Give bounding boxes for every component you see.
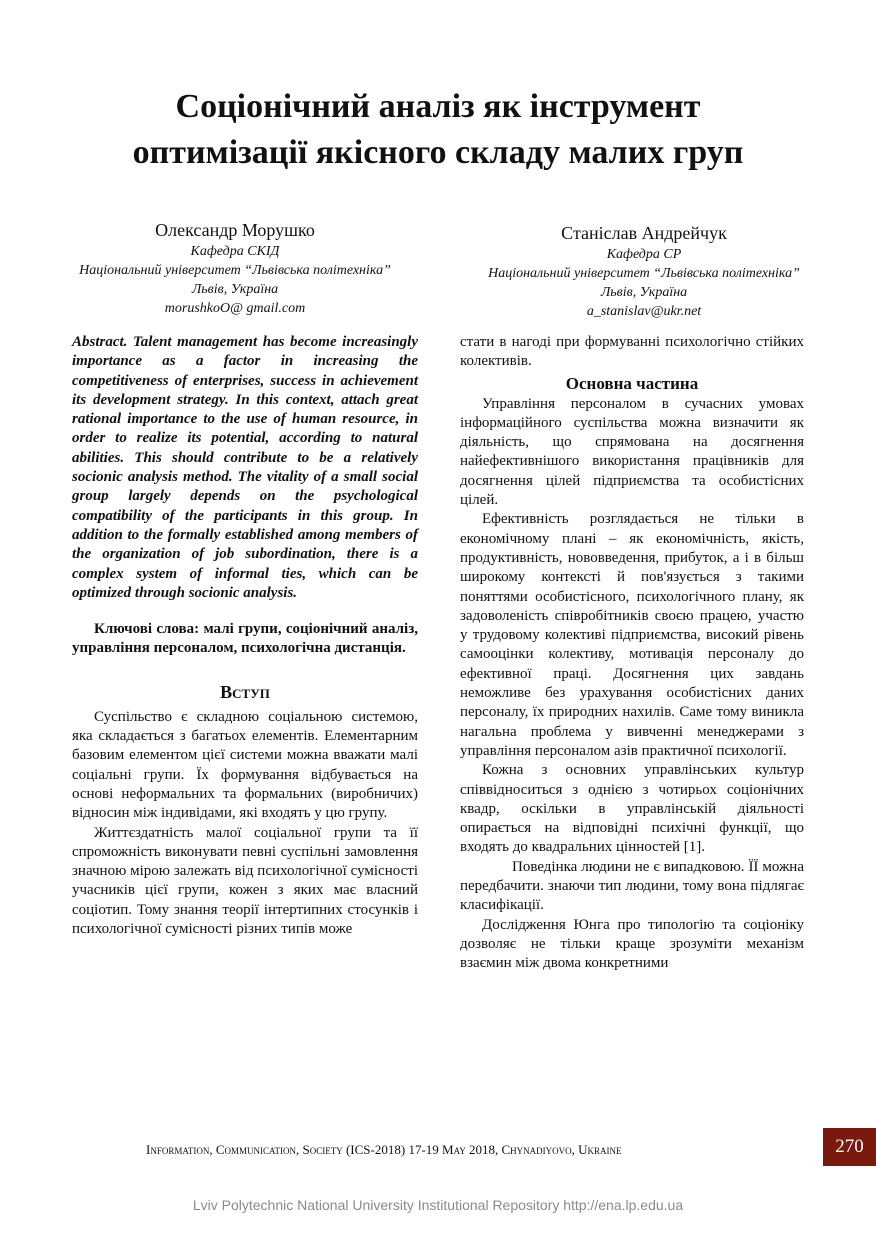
paragraph: Ефективність розглядається не тільки в економічному плані – як економічність, якість, продуктивність, нововведення, прибуток, а і в більш широкому контексті й пов'язується з такими поняттями особистісного, психологічного плану, як задоволеність співробітників своєю працею, участю у трудовому колективі підприємства, високий рівень самооцінки колективу, мотивація персоналу до ефективної праці. Досягнення цих завдань неможливе без урахування особистісних даних персоналу, їх природних нахилів. Саме тому виникла нагальна проблема у вивченні менеджерами з управління персоналом азів практичної психології.	[460, 511, 804, 759]
author-department: Кафедра СКІД	[190, 244, 280, 259]
repository-link[interactable]: Lviv Polytechnic National University Institutional Repository http://ena.lp.edu.ua	[192, 1197, 684, 1213]
abstract: Abstract. Talent management has become increasingly importance as a factor in increasing the competitiveness of enterprises, success in achievement its development strategy. In this context, attach great rational importance to the use of human resource, in order to realize its potential, according to natural abilities. This should contribute to be a relatively socionic analysis method. The vitality of a small social group largely depends on the psychological compatibility of the participants in this group. In addition to the formally established among members of the organization of job subordination, there is a complex system of informal ties, which can be optimized through socionic analysis.	[72, 334, 418, 601]
paragraph: Суспільство є складною соціальною системою, яка складається з багатьох елементів. Елементарним базовим елементом цієї системи можна вважати малі соціальні групи. Їх формування відбувається на основі неформальних та формальних (виробничих) відносин між індивідами, які входять у цю групу.	[72, 708, 418, 822]
author-block-1	[40, 218, 430, 318]
paragraph: Дослідження Юнга про типологію та соціоніку дозволяє не тільки краще зрозуміти механізм взаємин між двома конкретними	[460, 916, 804, 972]
paragraph: Кожна з основних управлінських культур співвідноситься з однією з чотирьох соціонічних квадр, оскільки в управлінській діяльності опирається на відповідні психічні функції, що входять до квадральних цінностей [1].	[460, 762, 804, 856]
section-heading-intro: Вступ	[220, 681, 270, 702]
author-name: Станіслав Андрейчук	[561, 223, 727, 243]
paper-title-line-1: Соціонічний аналіз як інструмент	[175, 88, 701, 125]
author-block-2	[448, 221, 840, 321]
paragraph: Життєздатність малої соціальної групи та її спроможність виконувати певні суспільні замовлення значною мірою залежать від психологічної сумісності учасників цієї групи, кожен з яких має власний соціотип. Тому знання теорії інтертипних стосунків і психологічної сумісності різних типів може	[72, 824, 418, 938]
author-department: Кафедра СР	[606, 247, 682, 262]
paper-title-line-2: оптимізації якісного складу малих груп	[132, 134, 744, 171]
paper-title	[40, 84, 836, 176]
author-email: a_stanislav@ukr.net	[586, 304, 702, 319]
keywords: Ключові слова: малі групи, соціонічний аналіз, управління персоналом, психологічна дистанція.	[72, 621, 418, 657]
paragraph-continuation: стати в нагоді при формуванні психологічно стійких колективів.	[460, 334, 804, 370]
right-column	[460, 333, 804, 974]
paragraph: Управління персоналом в сучасних умовах інформаційного суспільства можна визначити як діяльність, що спрямована на досягнення найефективнішого використання працівників для досягнення цілей підприємства та особистісних цілей.	[460, 395, 804, 509]
conference-footer: Information, Communication, Society (ICS-2018) 17-19 May 2018, Chynadiyovo, Ukraine	[146, 1142, 622, 1157]
author-university: Національний університет “Львівська політехніка”	[79, 263, 391, 278]
author-city: Львів, Україна	[191, 282, 279, 297]
section-heading-main: Основна частина	[565, 373, 699, 393]
author-university: Національний університет “Львівська політехніка”	[488, 266, 800, 281]
left-column	[72, 333, 418, 939]
author-city: Львів, Україна	[600, 285, 688, 300]
paragraph: Поведінка людини не є випадковою. ЇЇ можна передбачити. знаючи тип людини, тому вона підлягає класифікації.	[460, 858, 804, 914]
author-name: Олександр Морушко	[155, 220, 315, 240]
page-number: 270	[823, 1128, 876, 1166]
author-email: morushkoO@ gmail.com	[164, 301, 306, 316]
